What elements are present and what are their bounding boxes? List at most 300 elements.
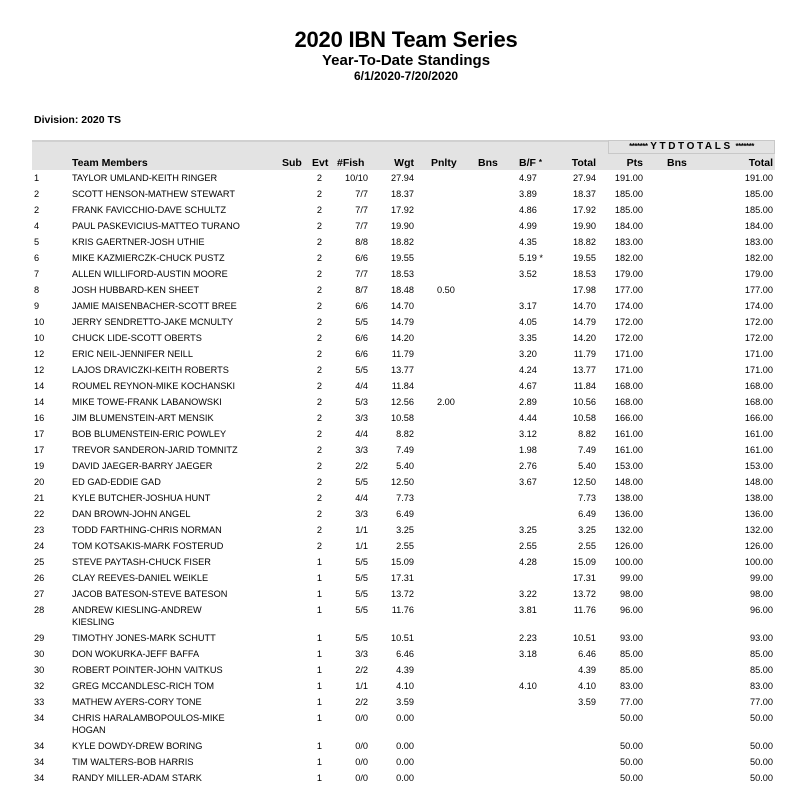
total-cell: 15.09 [573, 557, 596, 567]
rank-cell: 10 [34, 317, 45, 327]
evt-cell: 2 [316, 445, 322, 455]
weight-cell: 14.79 [391, 317, 414, 327]
fish-count-cell: 8/8 [355, 237, 368, 247]
table-row [0, 411, 812, 427]
fish-count-cell: 3/3 [355, 649, 368, 659]
ytd-total-cell: 50.00 [750, 757, 773, 767]
table-row [0, 251, 812, 267]
points-cell: 166.00 [614, 413, 643, 423]
weight-cell: 12.56 [391, 397, 414, 407]
ytd-total-cell: 174.00 [744, 301, 773, 311]
team-members-cell: LAJOS DRAVICZKI-KEITH ROBERTS [72, 365, 229, 375]
fish-count-cell: 1/1 [355, 525, 368, 535]
fish-count-cell: 1/1 [355, 681, 368, 691]
table-row [0, 711, 812, 739]
col-header-sub: Sub [282, 157, 302, 169]
big-fish-cell: 2.89 [519, 397, 537, 407]
team-members-cell: ROUMEL REYNON-MIKE KOCHANSKI [72, 381, 236, 391]
team-members-cell: TAYLOR UMLAND-KEITH RINGER [72, 173, 218, 183]
big-fish-cell: 3.67 [519, 477, 537, 487]
big-fish-cell: 1.98 [519, 445, 537, 455]
big-fish-cell: 3.89 [519, 189, 537, 199]
total-cell: 17.92 [573, 205, 596, 215]
fish-count-cell: 0/0 [355, 757, 368, 767]
evt-cell: 1 [316, 633, 322, 643]
big-fish-cell: 4.99 [519, 221, 537, 231]
ytd-total-cell: 85.00 [750, 665, 773, 675]
weight-cell: 11.84 [391, 381, 414, 391]
points-cell: 174.00 [614, 301, 643, 311]
table-row [0, 491, 812, 507]
team-members-cell: FRANK FAVICCHIO-DAVE SCHULTZ [72, 205, 227, 215]
rank-cell: 12 [34, 349, 45, 359]
fish-count-cell: 6/6 [355, 333, 368, 343]
fish-count-cell: 4/4 [355, 429, 368, 439]
weight-cell: 17.92 [391, 205, 414, 215]
big-fish-cell: 2.76 [519, 461, 537, 471]
ytd-total-cell: 179.00 [744, 269, 773, 279]
points-cell: 93.00 [620, 633, 643, 643]
rank-cell: 30 [34, 649, 45, 659]
ytd-total-cell: 168.00 [744, 397, 773, 407]
table-row [0, 427, 812, 443]
team-members-cell: JERRY SENDRETTO-JAKE MCNULTY [72, 317, 234, 327]
big-fish-cell: 3.17 [519, 301, 537, 311]
table-row [0, 771, 812, 787]
rank-cell: 9 [34, 301, 40, 311]
weight-cell: 12.50 [391, 477, 414, 487]
rank-cell: 4 [34, 221, 40, 231]
points-cell: 77.00 [620, 697, 643, 707]
fish-count-cell: 8/7 [355, 285, 368, 295]
table-row [0, 571, 812, 587]
evt-cell: 1 [316, 697, 322, 707]
fish-count-cell: 6/6 [355, 349, 368, 359]
fish-count-cell: 6/6 [355, 253, 368, 263]
total-cell: 6.49 [578, 509, 596, 519]
ytd-total-cell: 183.00 [744, 237, 773, 247]
division-label: Division: 2020 TS [34, 114, 121, 126]
weight-cell: 18.37 [391, 189, 414, 199]
evt-cell: 2 [316, 189, 322, 199]
points-cell: 100.00 [614, 557, 643, 567]
weight-cell: 7.49 [396, 445, 414, 455]
fish-count-cell: 4/4 [355, 493, 368, 503]
total-cell: 27.94 [573, 173, 596, 183]
table-row [0, 331, 812, 347]
table-row [0, 187, 812, 203]
points-cell: 50.00 [620, 757, 643, 767]
team-members-cell: ALLEN WILLIFORD-AUSTIN MOORE [72, 269, 228, 279]
evt-cell: 2 [316, 333, 322, 343]
ytd-total-cell: 182.00 [744, 253, 773, 263]
evt-cell: 2 [316, 413, 322, 423]
table-row [0, 379, 812, 395]
team-members-cell: RANDY MILLER-ADAM STARK [72, 773, 202, 783]
col-header-bf-mark: * [538, 158, 542, 167]
points-cell: 153.00 [614, 461, 643, 471]
total-cell: 10.51 [573, 633, 596, 643]
points-cell: 132.00 [614, 525, 643, 535]
rank-cell: 14 [34, 397, 45, 407]
team-members-cell: CLAY REEVES-DANIEL WEIKLE [72, 573, 209, 583]
rank-cell: 7 [34, 269, 40, 279]
total-cell: 5.40 [578, 461, 596, 471]
points-cell: 168.00 [614, 381, 643, 391]
fish-count-cell: 2/2 [355, 697, 368, 707]
evt-cell: 2 [316, 397, 322, 407]
weight-cell: 11.76 [391, 605, 414, 615]
points-cell: 126.00 [614, 541, 643, 551]
fish-count-cell: 0/0 [355, 773, 368, 783]
points-cell: 185.00 [614, 205, 643, 215]
points-cell: 171.00 [614, 365, 643, 375]
fish-count-cell: 5/5 [355, 633, 368, 643]
team-members-cell: ERIC NEIL-JENNIFER NEILL [72, 349, 193, 359]
col-header-ytd-total: Total [748, 157, 773, 169]
evt-cell: 1 [316, 757, 322, 767]
team-members-cell: STEVE PAYTASH-CHUCK FISER [72, 557, 211, 567]
total-cell: 18.37 [573, 189, 596, 199]
rank-cell: 33 [34, 697, 45, 707]
rank-cell: 14 [34, 381, 45, 391]
table-row [0, 203, 812, 219]
team-members-cell: TIMOTHY JONES-MARK SCHUTT [72, 633, 216, 643]
table-row [0, 631, 812, 647]
evt-cell: 2 [316, 525, 322, 535]
rank-cell: 34 [34, 757, 45, 767]
table-row [0, 475, 812, 491]
points-cell: 172.00 [614, 333, 643, 343]
big-fish-cell: 4.86 [519, 205, 537, 215]
rank-cell: 26 [34, 573, 45, 583]
table-row [0, 739, 812, 755]
weight-cell: 19.90 [391, 221, 414, 231]
weight-cell: 15.09 [391, 557, 414, 567]
ytd-total-cell: 50.00 [750, 773, 773, 783]
team-members-cell: KYLE BUTCHER-JOSHUA HUNT [72, 493, 211, 503]
evt-cell: 1 [316, 557, 322, 567]
points-cell: 171.00 [614, 349, 643, 359]
ytd-total-cell: 85.00 [750, 649, 773, 659]
big-fish-cell: 4.24 [519, 365, 537, 375]
ytd-total-cell: 126.00 [744, 541, 773, 551]
rank-cell: 2 [34, 189, 40, 199]
table-row [0, 587, 812, 603]
rank-cell: 21 [34, 493, 45, 503]
table-row [0, 663, 812, 679]
points-cell: 99.00 [620, 573, 643, 583]
weight-cell: 6.46 [396, 649, 414, 659]
big-fish-cell: 3.81 [519, 605, 537, 615]
evt-cell: 2 [316, 493, 322, 503]
evt-cell: 2 [316, 173, 322, 183]
fish-count-cell: 6/6 [355, 301, 368, 311]
points-cell: 85.00 [620, 649, 643, 659]
evt-cell: 1 [316, 589, 322, 599]
fish-count-cell: 2/2 [355, 461, 368, 471]
col-header-bf-label: B/F [519, 157, 536, 169]
total-cell: 17.98 [573, 285, 596, 295]
total-cell: 11.84 [573, 381, 596, 391]
fish-count-cell: 5/5 [355, 365, 368, 375]
fish-count-cell: 0/0 [355, 713, 368, 723]
weight-cell: 4.39 [396, 665, 414, 675]
rank-cell: 17 [34, 429, 45, 439]
total-cell: 7.73 [578, 493, 596, 503]
big-fish-cell: 3.12 [519, 429, 537, 439]
ytd-total-cell: 161.00 [744, 429, 773, 439]
rank-cell: 8 [34, 285, 40, 295]
team-members-cell: MIKE TOWE-FRANK LABANOWSKI [72, 397, 222, 407]
evt-cell: 2 [316, 269, 322, 279]
col-header-bf [519, 157, 542, 169]
standings-table-body [0, 171, 812, 787]
total-cell: 11.76 [573, 605, 596, 615]
big-fish-cell: 3.35 [519, 333, 537, 343]
fish-count-cell: 0/0 [355, 741, 368, 751]
points-cell: 83.00 [620, 681, 643, 691]
team-members-cell: ED GAD-EDDIE GAD [72, 477, 161, 487]
weight-cell: 7.73 [396, 493, 414, 503]
points-cell: 50.00 [620, 773, 643, 783]
weight-cell: 3.59 [396, 697, 414, 707]
weight-cell: 14.70 [391, 301, 414, 311]
ytd-totals-group-header [608, 140, 775, 154]
team-members-cell: MIKE KAZMIERCZK-CHUCK PUSTZ [72, 253, 225, 263]
col-header-pnlty: Pnlty [431, 157, 457, 169]
rank-cell: 30 [34, 665, 45, 675]
table-row [0, 679, 812, 695]
evt-cell: 2 [316, 237, 322, 247]
fish-count-cell: 5/5 [355, 605, 368, 615]
evt-cell: 1 [316, 573, 322, 583]
total-cell: 2.55 [578, 541, 596, 551]
team-members-cell: DON WOKURKA-JEFF BAFFA [72, 649, 200, 659]
fish-count-cell: 4/4 [355, 381, 368, 391]
total-cell: 19.55 [573, 253, 596, 263]
points-cell: 172.00 [614, 317, 643, 327]
evt-cell: 2 [316, 541, 322, 551]
evt-cell: 2 [316, 253, 322, 263]
fish-count-cell: 10/10 [345, 173, 368, 183]
ytd-total-cell: 153.00 [744, 461, 773, 471]
weight-cell: 8.82 [396, 429, 414, 439]
weight-cell: 0.00 [396, 757, 414, 767]
evt-cell: 1 [316, 713, 322, 723]
evt-cell: 2 [316, 477, 322, 487]
team-members-cell: KYLE DOWDY-DREW BORING [72, 741, 203, 751]
table-row [0, 523, 812, 539]
weight-cell: 17.31 [391, 573, 414, 583]
points-cell: 136.00 [614, 509, 643, 519]
evt-cell: 2 [316, 365, 322, 375]
evt-cell: 1 [316, 741, 322, 751]
weight-cell: 10.51 [391, 633, 414, 643]
report-title: 2020 IBN Team Series [294, 27, 518, 52]
report-subtitle: Year-To-Date Standings [321, 52, 491, 69]
rank-cell: 32 [34, 681, 45, 691]
ytd-total-cell: 171.00 [744, 365, 773, 375]
rank-cell: 1 [34, 173, 40, 183]
big-fish-cell: 4.05 [519, 317, 537, 327]
col-header-pts: Pts [626, 157, 643, 169]
weight-cell: 13.72 [391, 589, 414, 599]
weight-cell: 2.55 [396, 541, 414, 551]
col-header-ytd-bns: Bns [667, 157, 687, 169]
total-cell: 18.82 [573, 237, 596, 247]
rank-cell: 2 [34, 205, 40, 215]
evt-cell: 2 [316, 509, 322, 519]
evt-cell: 2 [316, 381, 322, 391]
fish-count-cell: 7/7 [355, 205, 368, 215]
total-cell: 14.70 [573, 301, 596, 311]
fish-count-cell: 5/5 [355, 477, 368, 487]
evt-cell: 2 [316, 317, 322, 327]
ytd-total-cell: 50.00 [750, 741, 773, 751]
weight-cell: 10.58 [391, 413, 414, 423]
team-members-cell: KRIS GAERTNER-JOSH UTHIE [72, 237, 205, 247]
team-members-cell: GREG MCCANDLESC-RICH TOM [72, 681, 215, 691]
big-fish-cell: 2.23 [519, 633, 537, 643]
table-row [0, 235, 812, 251]
rank-cell: 16 [34, 413, 45, 423]
ytd-total-cell: 100.00 [744, 557, 773, 567]
total-cell: 10.58 [573, 413, 596, 423]
fish-count-cell: 7/7 [355, 221, 368, 231]
fish-count-cell: 1/1 [355, 541, 368, 551]
table-row [0, 299, 812, 315]
total-cell: 4.39 [578, 665, 596, 675]
big-fish-cell: 2.55 [519, 541, 537, 551]
table-row [0, 755, 812, 771]
points-cell: 50.00 [620, 713, 643, 723]
total-cell: 7.49 [578, 445, 596, 455]
rank-cell: 20 [34, 477, 45, 487]
big-fish-cell: 5.19 * [519, 253, 544, 263]
evt-cell: 1 [316, 605, 322, 615]
rank-cell: 34 [34, 773, 45, 783]
total-cell: 8.82 [578, 429, 596, 439]
weight-cell: 0.00 [396, 713, 414, 723]
rank-cell: 24 [34, 541, 45, 551]
rank-cell: 10 [34, 333, 45, 343]
ytd-total-cell: 172.00 [744, 317, 773, 327]
table-row [0, 219, 812, 235]
team-members-cell: TOM KOTSAKIS-MARK FOSTERUD [72, 541, 224, 551]
big-fish-cell: 4.97 [519, 173, 537, 183]
evt-cell: 1 [316, 773, 322, 783]
ytd-stars-right: ******* [735, 142, 754, 151]
total-cell: 13.77 [573, 365, 596, 375]
ytd-total-cell: 185.00 [744, 205, 773, 215]
team-members-cell: DAVID JAEGER-BARRY JAEGER [72, 461, 213, 471]
fish-count-cell: 5/5 [355, 317, 368, 327]
weight-cell: 19.55 [391, 253, 414, 263]
points-cell: 179.00 [614, 269, 643, 279]
evt-cell: 2 [316, 285, 322, 295]
ytd-total-cell: 77.00 [750, 697, 773, 707]
ytd-total-cell: 177.00 [744, 285, 773, 295]
team-members-cell: ROBERT POINTER-JOHN VAITKUS [72, 665, 223, 675]
table-row [0, 171, 812, 187]
table-row [0, 363, 812, 379]
col-header-team: Team Members [72, 157, 148, 169]
big-fish-cell: 3.25 [519, 525, 537, 535]
weight-cell: 18.48 [391, 285, 414, 295]
rank-cell: 12 [34, 365, 45, 375]
fish-count-cell: 5/3 [355, 397, 368, 407]
col-header-bns: Bns [478, 157, 498, 169]
points-cell: 185.00 [614, 189, 643, 199]
team-members-cell: JACOB BATESON-STEVE BATESON [72, 589, 228, 599]
big-fish-cell: 3.20 [519, 349, 537, 359]
evt-cell: 2 [316, 429, 322, 439]
points-cell: 177.00 [614, 285, 643, 295]
ytd-total-cell: 166.00 [744, 413, 773, 423]
points-cell: 96.00 [620, 605, 643, 615]
total-cell: 13.72 [573, 589, 596, 599]
table-row [0, 603, 812, 631]
rank-cell: 25 [34, 557, 45, 567]
team-members-cell: TREVOR SANDERON-JARID TOMNITZ [72, 445, 238, 455]
fish-count-cell: 3/3 [355, 413, 368, 423]
points-cell: 161.00 [614, 429, 643, 439]
table-row [0, 539, 812, 555]
fish-count-cell: 5/5 [355, 573, 368, 583]
fish-count-cell: 5/5 [355, 557, 368, 567]
weight-cell: 11.79 [391, 349, 414, 359]
evt-cell: 2 [316, 461, 322, 471]
points-cell: 148.00 [614, 477, 643, 487]
team-members-cell: JAMIE MAISENBACHER-SCOTT BREE [72, 301, 237, 311]
weight-cell: 5.40 [396, 461, 414, 471]
points-cell: 85.00 [620, 665, 643, 675]
ytd-total-cell: 50.00 [750, 713, 773, 723]
table-row [0, 507, 812, 523]
weight-cell: 6.49 [396, 509, 414, 519]
rank-cell: 28 [34, 605, 45, 615]
team-members-cell: ANDREW KIESLING-ANDREW KIESLING [72, 605, 202, 627]
ytd-total-cell: 132.00 [744, 525, 773, 535]
table-row [0, 695, 812, 711]
rank-cell: 19 [34, 461, 45, 471]
table-row [0, 443, 812, 459]
big-fish-cell: 3.18 [519, 649, 537, 659]
ytd-total-cell: 93.00 [750, 633, 773, 643]
ytd-total-cell: 99.00 [750, 573, 773, 583]
total-cell: 10.56 [573, 397, 596, 407]
points-cell: 183.00 [614, 237, 643, 247]
points-cell: 191.00 [614, 173, 643, 183]
big-fish-cell: 4.28 [519, 557, 537, 567]
table-row [0, 395, 812, 411]
team-members-cell: MATHEW AYERS-CORY TONE [72, 697, 202, 707]
big-fish-cell: 4.44 [519, 413, 537, 423]
total-cell: 18.53 [573, 269, 596, 279]
evt-cell: 2 [316, 301, 322, 311]
evt-cell: 2 [316, 221, 322, 231]
total-cell: 14.79 [573, 317, 596, 327]
rank-cell: 6 [34, 253, 40, 263]
ytd-total-cell: 171.00 [744, 349, 773, 359]
penalty-cell: 2.00 [437, 397, 455, 407]
team-members-cell: TIM WALTERS-BOB HARRIS [72, 757, 194, 767]
weight-cell: 13.77 [391, 365, 414, 375]
ytd-stars-left: ******* [629, 142, 648, 151]
total-cell: 12.50 [573, 477, 596, 487]
evt-cell: 1 [316, 681, 322, 691]
